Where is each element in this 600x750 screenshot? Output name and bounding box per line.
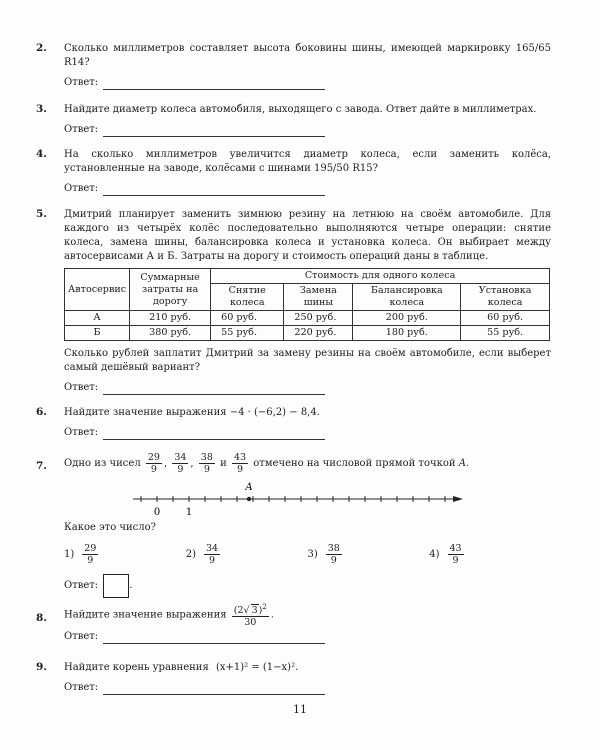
- header-removal: Снятие колеса: [211, 284, 284, 311]
- cell-balancing: 180 руб.: [353, 326, 461, 341]
- answer-row: [64, 381, 551, 395]
- question-followup: Какое это число?: [64, 522, 157, 533]
- question-number: 4.: [36, 148, 47, 160]
- question-text: Дмитрий планирует заменить зимнюю резину на летнюю на своём автомобиле. Для каждого из четырёх колёс последовательно выполняются четыре операции: снятие колеса, замена шины, балансировка колеса и установка колеса. Он выбирает между автосервисами А и Б. Затраты на дорогу и стоимость операций даны в таблице.: [64, 209, 551, 262]
- cell-removal: 55 руб.: [211, 326, 284, 341]
- question-7: [36, 452, 551, 598]
- page-number: 11: [293, 703, 307, 716]
- question-number: 6.: [36, 406, 47, 418]
- question-number: 2.: [36, 42, 47, 54]
- cell-installation: 60 руб.: [461, 311, 550, 326]
- question-number: 8.: [36, 612, 47, 624]
- answer-label: Ответ:: [64, 124, 99, 135]
- cost-table: [64, 268, 550, 341]
- question-text: Найдите значение выражения −4 · (−6,2) − 8,4.: [64, 407, 320, 418]
- question-2: [36, 42, 551, 90]
- header-balancing: Балансировка колеса: [353, 284, 461, 311]
- question-followup: Сколько рублей заплатит Дмитрий за замену резины на своём автомобиле, если выберет самый дешёвый вариант?: [64, 348, 551, 373]
- option-2[interactable]: 2) $\frac{34}{9}$: [185, 543, 219, 566]
- fraction: $\frac{43}{9}$: [233, 452, 247, 475]
- answer-label: Ответ:: [64, 682, 99, 693]
- cell-road: 210 руб.: [130, 311, 211, 326]
- cell-removal: 60 руб.: [211, 311, 284, 326]
- option-1[interactable]: 1) $\frac{29}{9}$: [64, 543, 97, 566]
- cell-road: 380 руб.: [130, 326, 211, 341]
- answer-row: [64, 76, 551, 90]
- question-number: 9.: [36, 661, 47, 673]
- question-5: [36, 208, 551, 395]
- answer-line[interactable]: [103, 429, 325, 440]
- header-tire-change: Замена шины: [284, 284, 353, 311]
- tick-label-1: 1: [185, 507, 193, 518]
- table-row: [65, 311, 550, 326]
- answer-label: Ответ:: [64, 382, 99, 393]
- number-line-arrow: [453, 496, 463, 502]
- fraction: $\frac{29}{9}$: [147, 452, 160, 475]
- question-9: [36, 661, 551, 695]
- question-4: [36, 148, 551, 196]
- question-number: 7.: [36, 460, 47, 472]
- table-row: [65, 326, 550, 341]
- question-text: Сколько миллиметров составляет высота боковины шины, имеющей маркировку 165/65 R14?: [64, 43, 551, 68]
- question-6: [36, 406, 551, 440]
- question-text: Найдите значение выражения $\frac{(2√ 3)^2}{30}$ .: [64, 603, 274, 629]
- answer-line[interactable]: [103, 79, 325, 90]
- point-a: [247, 497, 251, 501]
- answer-line[interactable]: [103, 684, 325, 695]
- point-a-label: A: [245, 482, 253, 493]
- question-number: 5.: [36, 208, 47, 220]
- question-number: 3.: [36, 103, 47, 115]
- question-text: Найдите диаметр колеса автомобиля, выходящего с завода. Ответ дайте в миллиметрах.: [64, 104, 537, 115]
- cell-installation: 55 руб.: [461, 326, 550, 341]
- cell-service: А: [65, 311, 130, 326]
- answer-row: [64, 426, 551, 440]
- answer-line[interactable]: [103, 633, 325, 644]
- cell-tire-change: 250 руб.: [284, 311, 353, 326]
- fraction: $\frac{34}{9}$: [174, 452, 187, 475]
- question-8: [36, 602, 551, 644]
- expression-fraction: $\frac{(2√ 3)^2}{30}$: [233, 603, 267, 629]
- answer-label: Ответ:: [64, 580, 99, 591]
- question-text: Найдите корень уравнения (x+1)² = (1−x)².: [64, 662, 299, 673]
- answer-label: Ответ:: [64, 77, 99, 88]
- answer-options: [64, 543, 551, 566]
- answer-row: [64, 630, 551, 644]
- fraction: $\frac{38}{9}$: [200, 452, 213, 475]
- number-line: [131, 479, 471, 519]
- answer-line[interactable]: [103, 185, 325, 196]
- header-service: Автосервис: [65, 269, 130, 311]
- tick-label-0: 0: [153, 507, 161, 518]
- answer-box[interactable]: [103, 574, 129, 598]
- answer-label: Ответ:: [64, 183, 99, 194]
- answer-line[interactable]: [103, 384, 325, 395]
- question-text: На сколько миллиметров увеличится диаметр колеса, если заменить колёса, установленные на заводе, колёсами с шинами 195/50 R15?: [64, 149, 551, 174]
- answer-row: [64, 182, 551, 196]
- answer-row: Ответ: .: [64, 574, 551, 598]
- equation: (x+1)² = (1−x)².: [215, 662, 299, 673]
- question-3: [36, 103, 551, 137]
- option-3[interactable]: 3) $\frac{38}{9}$: [307, 543, 340, 566]
- cell-tire-change: 220 руб.: [284, 326, 353, 341]
- answer-label: Ответ:: [64, 631, 99, 643]
- answer-row: [64, 123, 551, 137]
- header-road-costs: Суммарные затраты на дорогу: [130, 269, 211, 311]
- header-installation: Установка колеса: [461, 284, 550, 311]
- cell-service: Б: [65, 326, 130, 341]
- header-per-wheel: Стоимость для одного колеса: [211, 269, 550, 284]
- answer-label: Ответ:: [64, 427, 99, 438]
- option-4[interactable]: 4) $\frac{43}{9}$: [429, 543, 462, 566]
- answer-row: [64, 681, 551, 695]
- question-text: Одно из чисел $\frac{29}{9}$ , $\frac{34}{9}$ , $\frac{38}{9}$ и $\frac{43}{9}$ отмечено на числовой прямой точкой A.: [64, 452, 470, 475]
- answer-line[interactable]: [103, 126, 325, 137]
- cell-balancing: 200 руб.: [353, 311, 461, 326]
